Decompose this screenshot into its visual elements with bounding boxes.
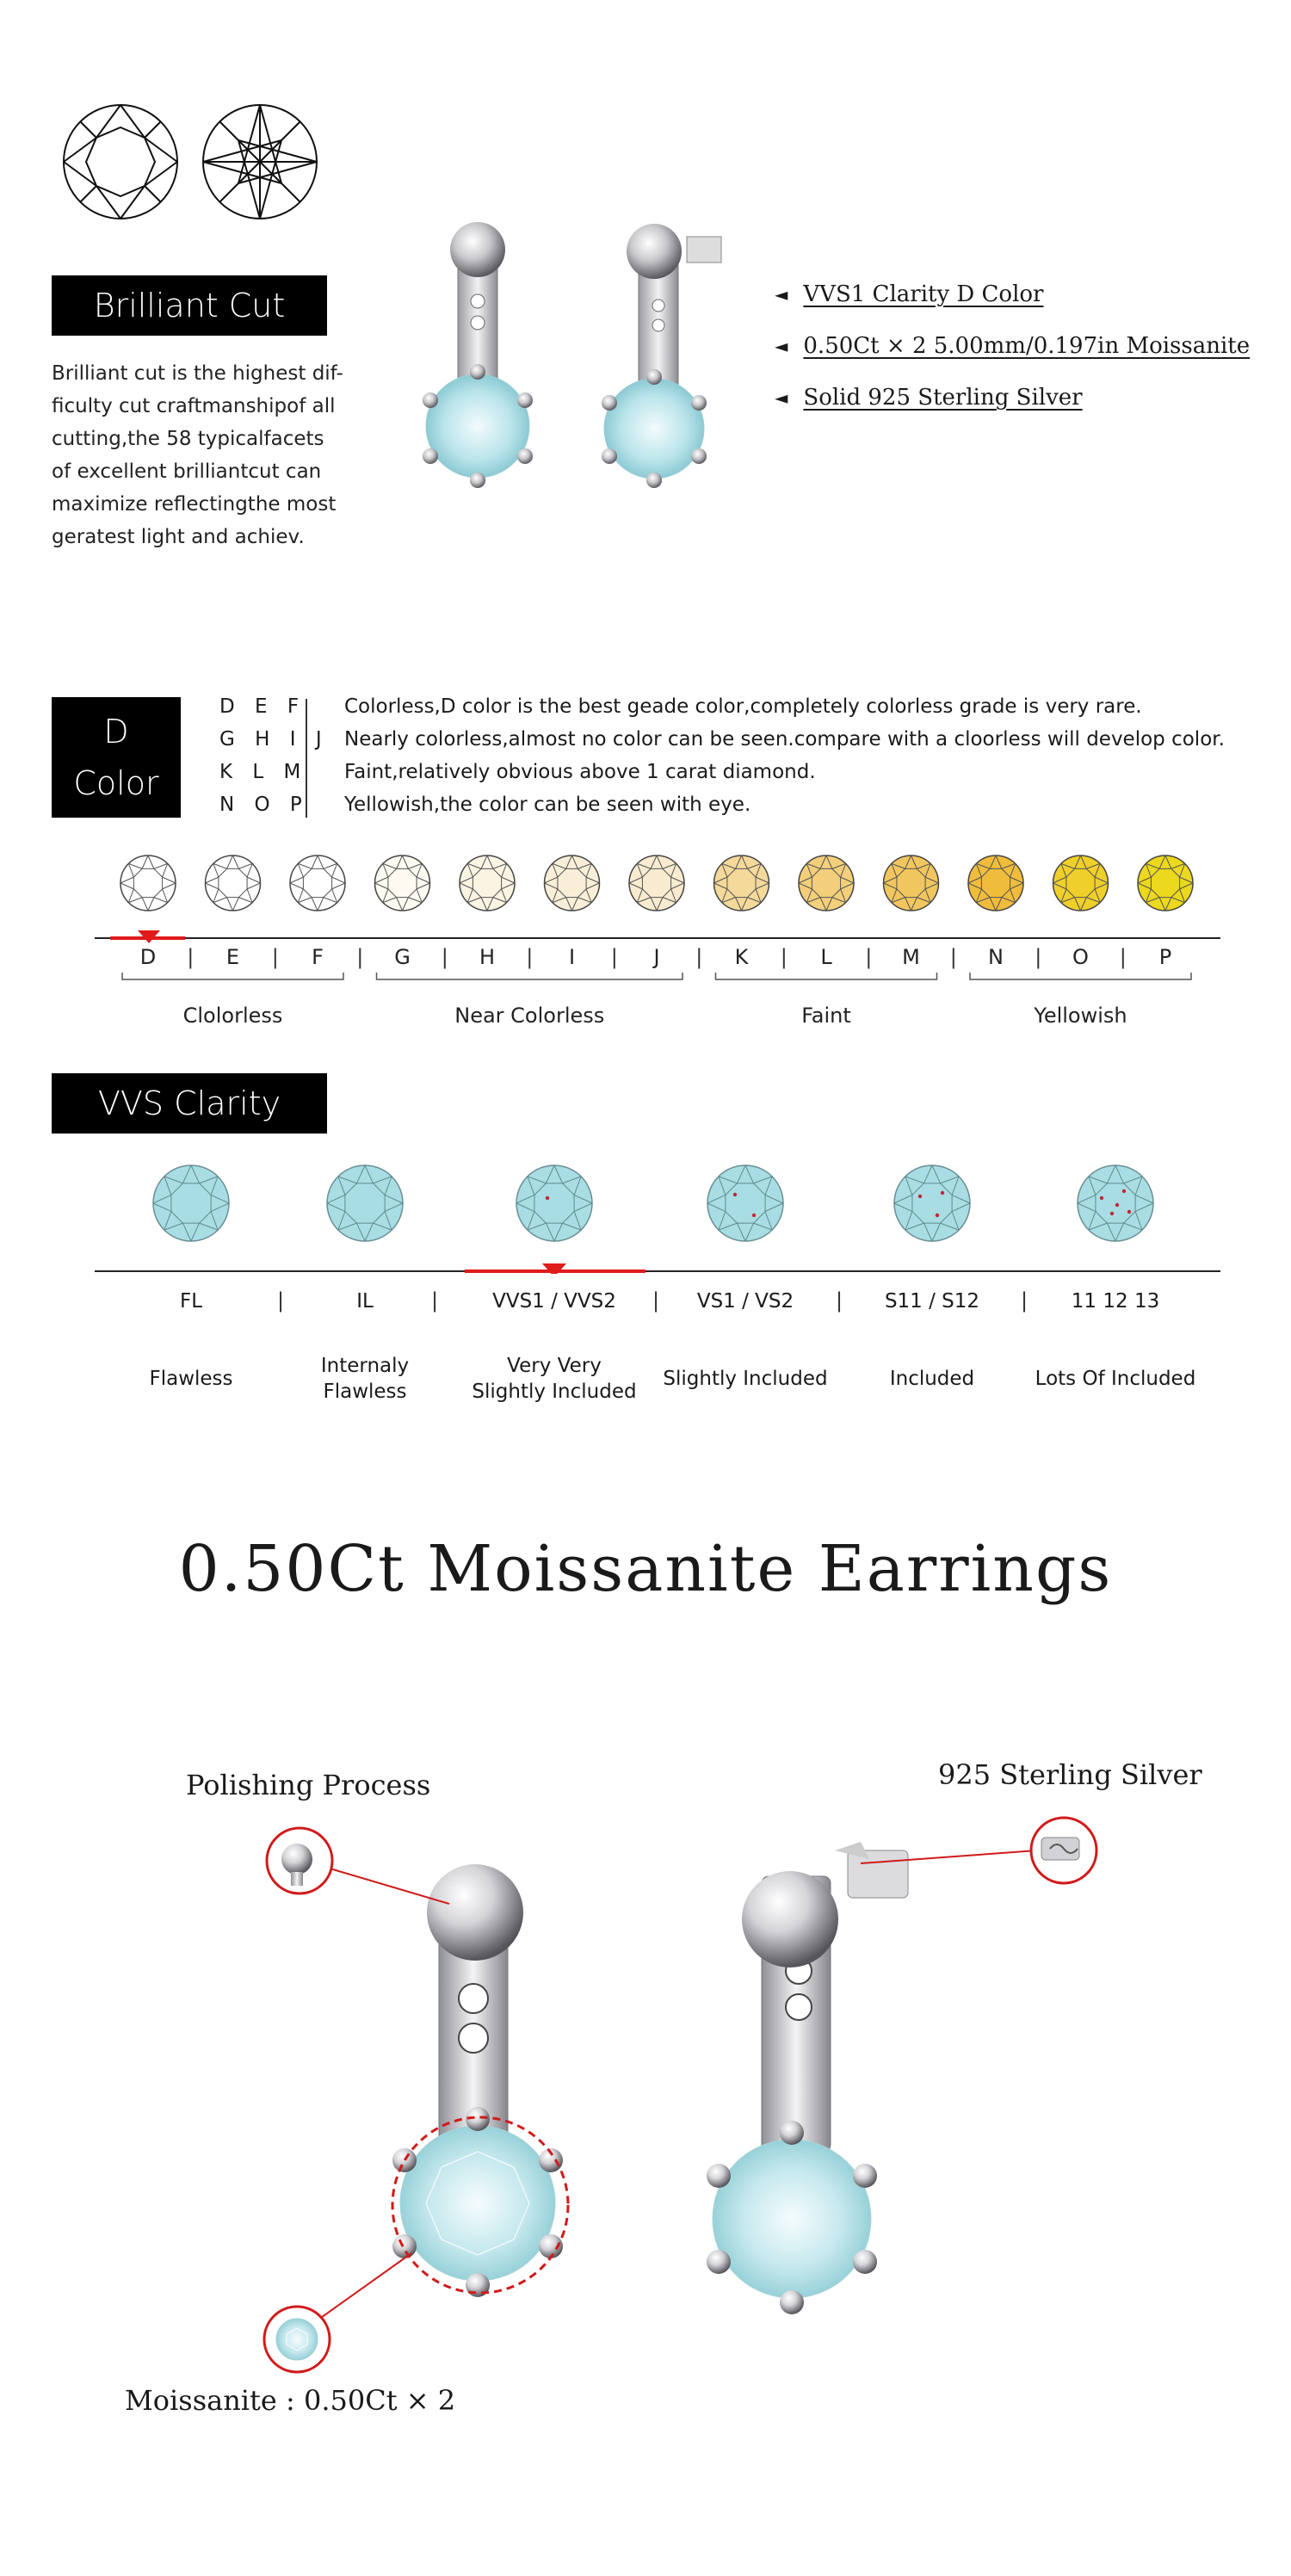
color-scale-letter: G: [394, 945, 411, 969]
color-scale-separator: |: [356, 945, 364, 969]
sterling-silver-callout: 925 Sterling Silver: [938, 1758, 1202, 1791]
earrings-product-image-large: [0, 1790, 1291, 2393]
color-row-ghij-text: Nearly colorless,almost no color can be seen.compare with a cloorless will develop color.: [344, 728, 1225, 751]
color-scale-letter: O: [1072, 945, 1089, 969]
clarity-grade-scale: [0, 1153, 1291, 1274]
earrings-product-image-small: [396, 207, 757, 551]
desc-line: geratest light and achiev.: [52, 526, 305, 548]
color-row-ghij: [219, 728, 329, 751]
color-row-grades: G H I J: [219, 728, 329, 751]
color-scale-separator: |: [526, 945, 534, 969]
color-group-label: Near Colorless: [454, 1004, 605, 1028]
color-scale-separator: |: [780, 945, 788, 969]
brilliant-cut-description: [52, 357, 361, 553]
pointer-icon: ◄: [775, 336, 788, 356]
color-scale-letter: D: [139, 945, 157, 969]
clarity-description: [890, 1366, 974, 1392]
clarity-description-line: Flawless: [323, 1381, 407, 1403]
desc-line: cutting,the 58 typicalfacets: [52, 428, 324, 450]
clarity-gem-2: [327, 1165, 403, 1241]
color-row-def-text: Colorless,D color is the best geade color,completely colorless grade is very rare.: [344, 695, 1142, 718]
clarity-grade-label: IL: [356, 1290, 374, 1313]
spec-item-clarity: [775, 281, 1043, 307]
color-gem-l: [799, 856, 854, 911]
clarity-description: [321, 1353, 409, 1405]
d-color-label-line1: D: [103, 713, 129, 751]
clarity-gem-3: [516, 1165, 592, 1241]
color-scale-letter: K: [734, 945, 749, 969]
color-group-bracket: [716, 973, 937, 979]
color-scale-letter: M: [902, 945, 920, 969]
color-scale-letter: H: [479, 945, 496, 969]
color-row-nop-text: Yellowish,the color can be seen with eye.: [344, 794, 751, 816]
clarity-grade-label: FL: [179, 1290, 203, 1313]
clarity-grade-label: S11 / S12: [884, 1290, 980, 1313]
color-row-def: [219, 695, 306, 718]
color-group-label: Clolorless: [182, 1004, 283, 1028]
color-grade-scale: [0, 843, 1291, 1050]
d-color-label: [52, 697, 181, 818]
pointer-icon: ◄: [775, 387, 788, 408]
clarity-gem-6: [1078, 1165, 1153, 1241]
clarity-description-line: Internaly: [320, 1355, 410, 1377]
color-group-label: Yellowish: [1034, 1004, 1127, 1028]
clarity-grade-label: VS1 / VS2: [696, 1290, 794, 1313]
clarity-description-line: Lots Of Included: [1035, 1368, 1196, 1390]
spec-text: VVS1 Clarity D Color: [803, 281, 1044, 307]
color-gem-i: [545, 856, 600, 911]
spec-text: Solid 925 Sterling Silver: [803, 385, 1083, 411]
clarity-description-line: Slightly Included: [472, 1381, 637, 1403]
color-gem-e: [206, 856, 261, 911]
color-scale-separator: |: [695, 945, 703, 969]
color-scale-separator: |: [610, 945, 618, 969]
color-row-klm: [219, 761, 307, 783]
color-scale-separator: |: [1119, 945, 1127, 969]
clarity-description: [472, 1353, 636, 1405]
clarity-description-line: Included: [889, 1368, 975, 1390]
clarity-gem-5: [894, 1165, 970, 1241]
color-gem-p: [1138, 856, 1193, 911]
color-scale-separator: |: [271, 945, 279, 969]
spec-text: 0.50Ct × 2 5.00mm/0.197in Moissanite: [803, 333, 1251, 359]
color-gem-g: [375, 856, 430, 911]
color-gem-o: [1053, 856, 1109, 911]
clarity-gem-1: [153, 1165, 229, 1241]
polishing-process-callout: Polishing Process: [186, 1769, 431, 1801]
brilliant-cut-label: [52, 275, 327, 336]
clarity-separator: |: [652, 1288, 660, 1313]
spec-item-material: [775, 385, 1083, 411]
color-scale-separator: |: [949, 945, 957, 969]
color-gem-m: [884, 856, 939, 911]
color-group-bracket: [970, 973, 1191, 979]
color-gem-h: [460, 856, 515, 911]
clarity-separator: |: [430, 1288, 439, 1313]
color-gem-n: [968, 856, 1023, 911]
color-scale-letter: F: [312, 945, 324, 969]
color-scale-letter: J: [653, 945, 660, 969]
clarity-separator: |: [276, 1288, 285, 1313]
color-row-grades: N O P: [219, 794, 309, 816]
color-gem-k: [714, 856, 769, 911]
color-group-bracket: [377, 973, 683, 979]
moissanite-callout: Moissanite : 0.50Ct × 2: [125, 2384, 456, 2417]
desc-line: ficulty cut craftmanshipof all: [52, 395, 336, 417]
clarity-description-line: Slightly Included: [663, 1368, 828, 1390]
clarity-description: [149, 1366, 232, 1392]
desc-line: of excellent brilliantcut can: [52, 460, 322, 483]
product-title: 0.50Ct Moissanite Earrings: [178, 1532, 1113, 1606]
clarity-description-line: Very Very: [507, 1355, 602, 1377]
spec-item-size: [775, 333, 1250, 359]
brilliant-cut-bottom-diagram: [200, 102, 320, 222]
clarity-description: [663, 1366, 827, 1392]
color-scale-separator: |: [187, 945, 195, 969]
clarity-description-line: Flawless: [149, 1368, 233, 1390]
d-color-label-line2: Color: [73, 764, 159, 802]
clarity-separator: |: [835, 1288, 843, 1313]
brilliant-cut-title: Brilliant Cut: [93, 287, 286, 324]
color-scale-letter: E: [225, 945, 240, 969]
color-scale-letter: I: [568, 945, 576, 969]
color-row-klm-text: Faint,relatively obvious above 1 carat diamond.: [344, 761, 816, 783]
color-row-grades: D E F: [219, 695, 306, 718]
color-group-label: Faint: [801, 1004, 851, 1028]
color-row-nop: [219, 794, 309, 816]
vvs-clarity-title: VVS Clarity: [97, 1084, 281, 1122]
desc-line: maximize reflectingthe most: [52, 493, 337, 516]
color-group-bracket: [122, 973, 343, 979]
color-scale-letter: P: [1158, 945, 1172, 969]
brilliant-cut-top-diagram: [60, 102, 181, 222]
clarity-description: [1035, 1366, 1196, 1392]
clarity-grade-label: VVS1 / VVS2: [492, 1290, 616, 1313]
color-gem-f: [290, 856, 345, 911]
clarity-grade-label: 11 12 13: [1071, 1290, 1160, 1313]
clarity-gem-4: [707, 1165, 783, 1241]
color-scale-letter: N: [988, 945, 1004, 969]
color-scale-letter: L: [820, 945, 832, 969]
vvs-clarity-label: [52, 1073, 327, 1134]
color-scale-separator: |: [441, 945, 448, 969]
color-scale-separator: |: [865, 945, 873, 969]
pointer-icon: ◄: [775, 284, 788, 305]
clarity-separator: |: [1020, 1288, 1028, 1313]
color-gem-d: [120, 856, 176, 911]
color-scale-separator: |: [1035, 945, 1042, 969]
desc-line: Brilliant cut is the highest dif-: [52, 362, 343, 385]
color-row-grades: K L M: [219, 761, 308, 783]
color-gem-j: [629, 856, 684, 911]
